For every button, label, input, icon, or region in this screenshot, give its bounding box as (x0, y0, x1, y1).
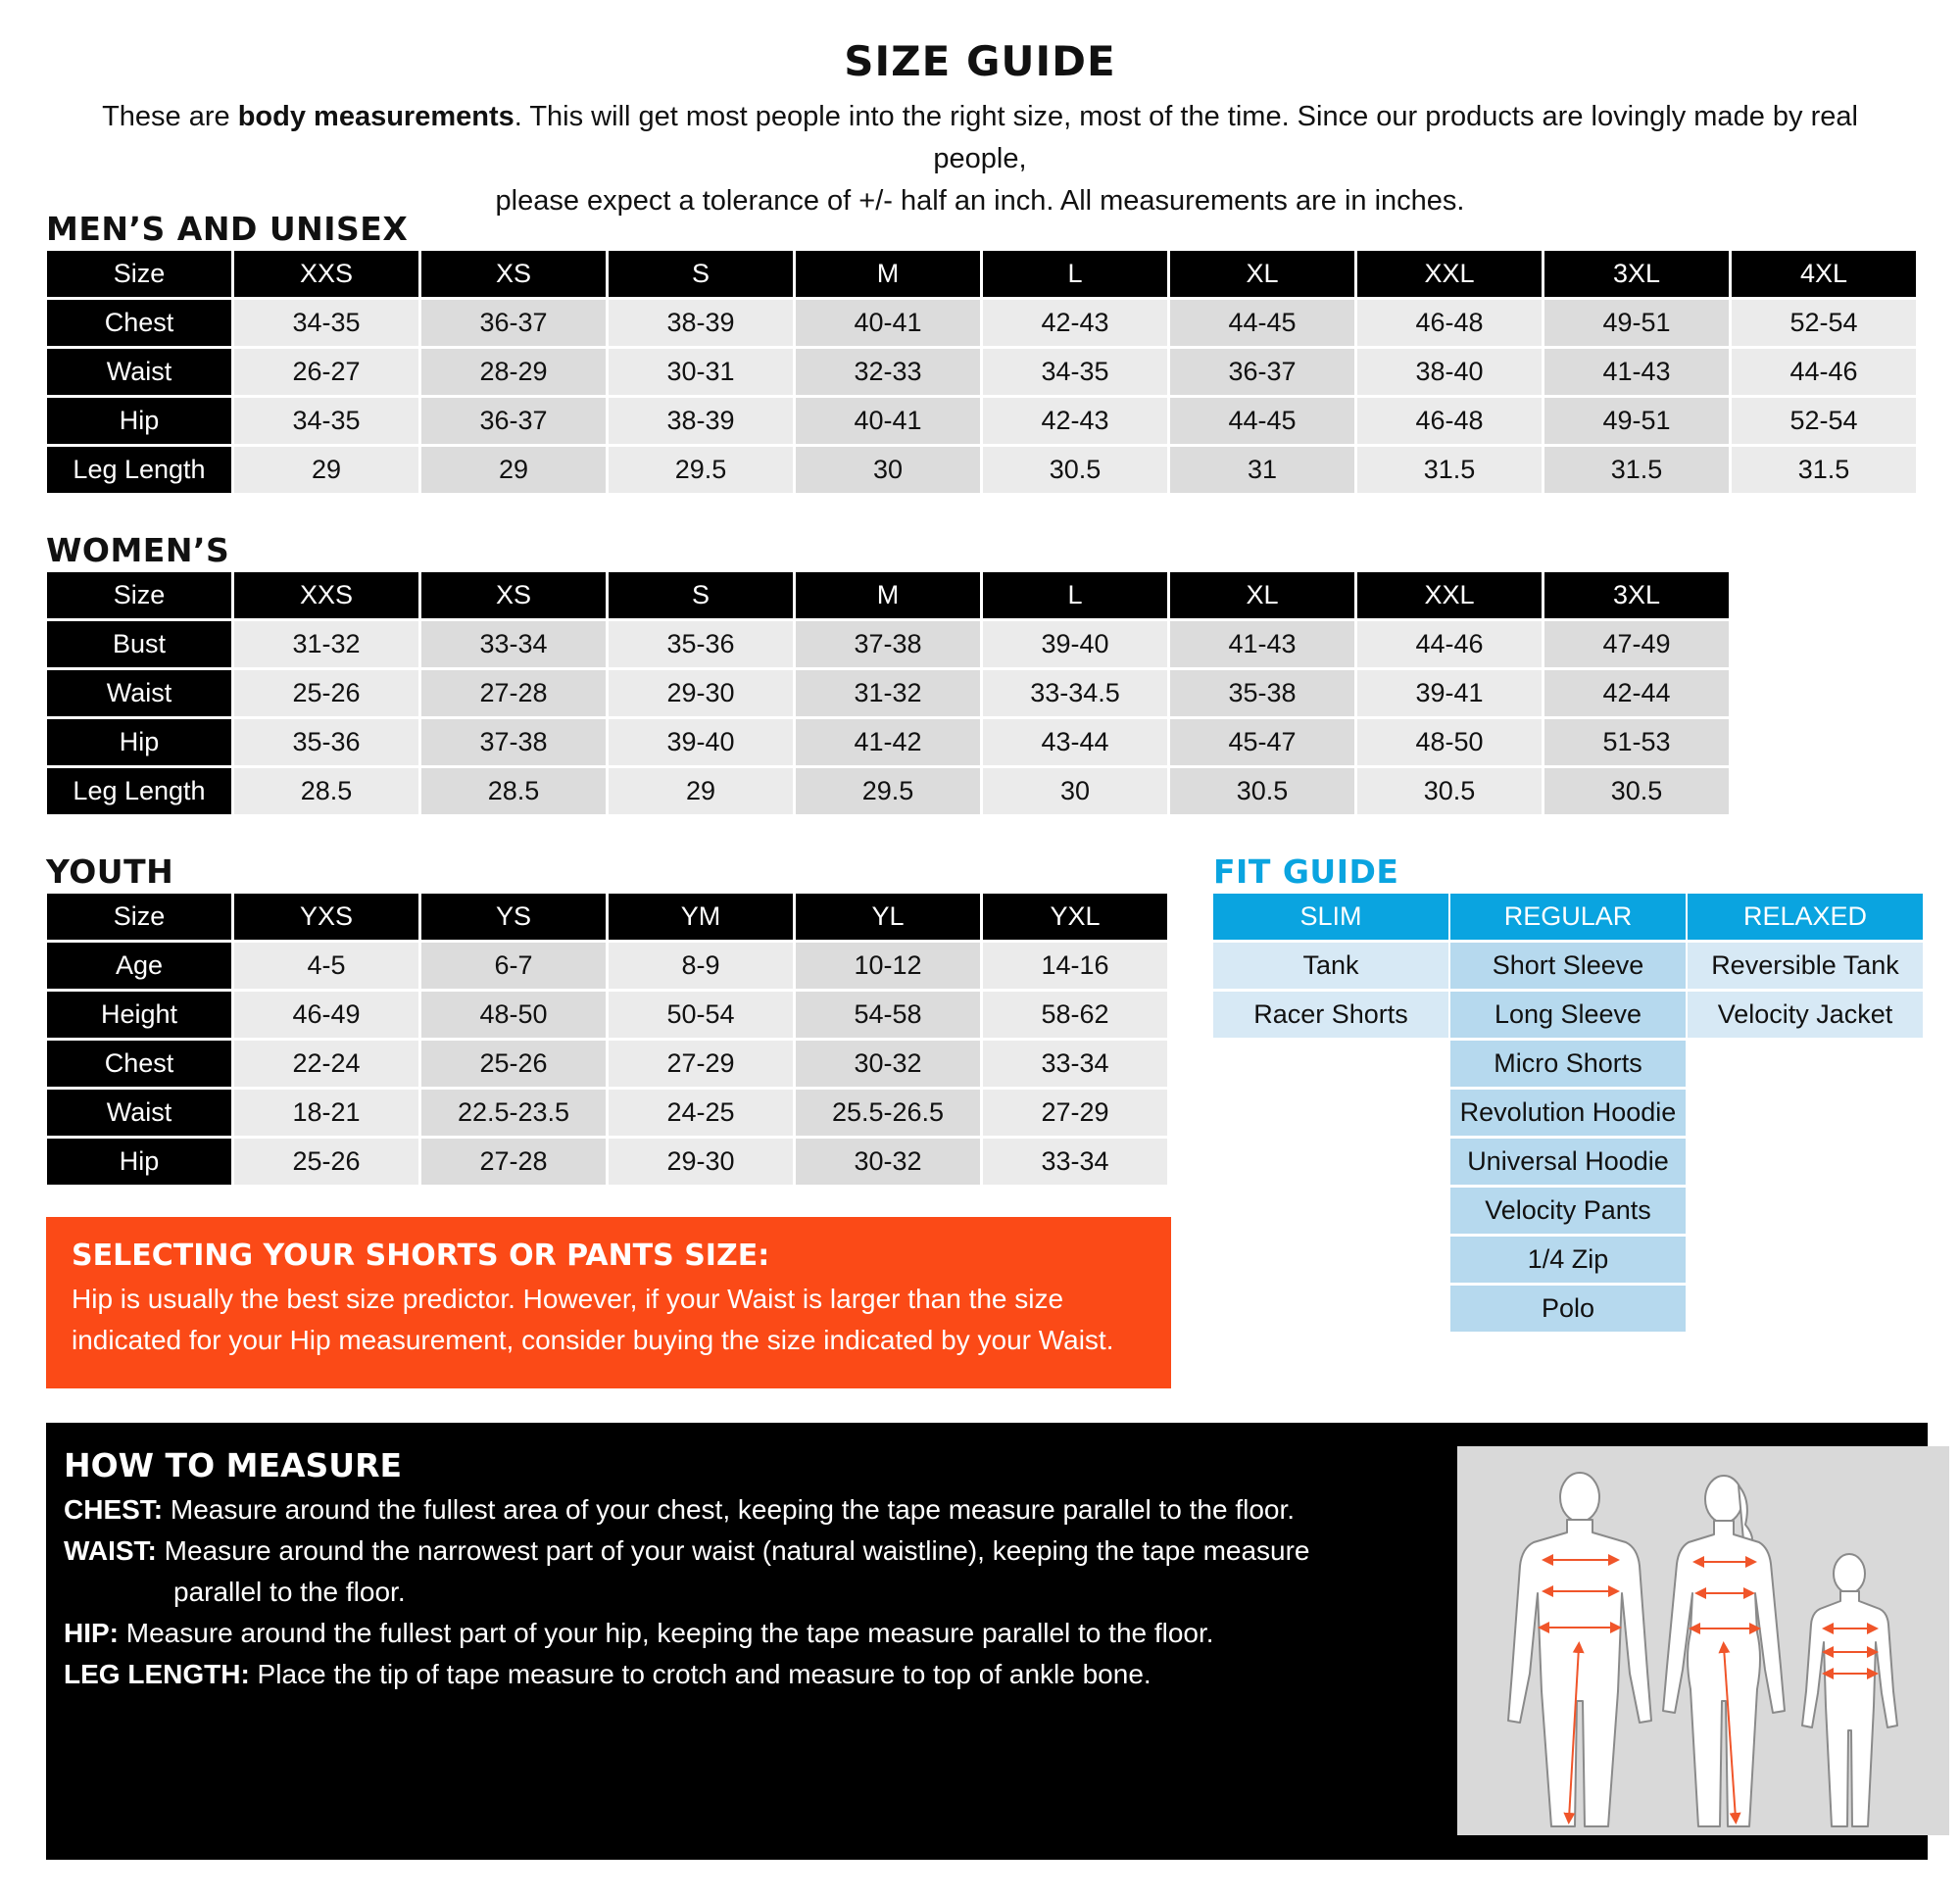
table-cell: 4-5 (234, 943, 418, 989)
table-cell: 51-53 (1544, 719, 1729, 765)
size-header-label: Size (47, 251, 231, 297)
table-cell: 42-43 (983, 300, 1167, 346)
youth-size-table (47, 894, 1167, 1185)
size-header-ym: YM (609, 894, 793, 940)
table-cell: 27-28 (421, 1139, 606, 1185)
table-cell: 37-38 (796, 621, 980, 667)
size-header-yxl: YXL (983, 894, 1167, 940)
table-cell: 45-47 (1170, 719, 1354, 765)
table-cell: 29.5 (609, 447, 793, 493)
table-cell: 44-46 (1732, 349, 1916, 395)
table-cell: 41-43 (1544, 349, 1729, 395)
table-cell: 44-46 (1357, 621, 1542, 667)
table-cell: 35-36 (234, 719, 418, 765)
table-cell: 30.5 (1544, 768, 1729, 814)
fit-guide-table (1213, 894, 1925, 1335)
row-label-chest: Chest (47, 1041, 231, 1087)
table-cell: 44-45 (1170, 300, 1354, 346)
row-label-waist: Waist (47, 670, 231, 716)
table-cell: 46-48 (1357, 398, 1542, 444)
shorts-note-title: SELECTING YOUR SHORTS OR PANTS SIZE: (72, 1239, 770, 1273)
table-cell: 35-36 (609, 621, 793, 667)
size-header-xxs: XXS (234, 572, 418, 618)
table-cell: 40-41 (796, 300, 980, 346)
shorts-pants-note (46, 1217, 1171, 1388)
table-cell: 22-24 (234, 1041, 418, 1087)
table-cell: 33-34 (421, 621, 606, 667)
table-cell: 31-32 (796, 670, 980, 716)
table-cell: 6-7 (421, 943, 606, 989)
how-to-measure-panel (46, 1423, 1928, 1860)
table-cell: 33-34 (983, 1139, 1167, 1185)
table-cell: 49-51 (1544, 300, 1729, 346)
table-cell: 39-40 (983, 621, 1167, 667)
mens-size-table (47, 251, 1916, 493)
table-cell: 30.5 (1357, 768, 1542, 814)
table-cell: 40-41 (796, 398, 980, 444)
table-cell: 38-39 (609, 300, 793, 346)
size-header-s: S (609, 251, 793, 297)
fit-item-tank: Tank (1213, 943, 1448, 989)
fit-header-slim: SLIM (1213, 894, 1448, 940)
table-cell: 46-48 (1357, 300, 1542, 346)
table-cell: 33-34 (983, 1041, 1167, 1087)
size-header-l: L (983, 251, 1167, 297)
fit-item-velocity-pants: Velocity Pants (1450, 1188, 1686, 1234)
table-cell: 37-38 (421, 719, 606, 765)
table-cell: 30-32 (796, 1041, 980, 1087)
youth-title: YOUTH (46, 852, 174, 891)
fit-item-short-sleeve: Short Sleeve (1450, 943, 1686, 989)
row-label-hip: Hip (47, 719, 231, 765)
table-cell: 38-39 (609, 398, 793, 444)
table-cell: 52-54 (1732, 300, 1916, 346)
table-cell: 49-51 (1544, 398, 1729, 444)
fit-item-racer-shorts: Racer Shorts (1213, 992, 1448, 1038)
row-label-hip: Hip (47, 1139, 231, 1185)
table-cell: 24-25 (609, 1090, 793, 1136)
table-cell: 18-21 (234, 1090, 418, 1136)
table-cell: 42-44 (1544, 670, 1729, 716)
body-figures-icon (1457, 1446, 1949, 1835)
table-cell: 30 (983, 768, 1167, 814)
table-cell: 29 (609, 768, 793, 814)
table-cell: 30-32 (796, 1139, 980, 1185)
fit-item-universal-hoodie: Universal Hoodie (1450, 1139, 1686, 1185)
table-cell: 22.5-23.5 (421, 1090, 606, 1136)
fit-item-velocity-jacket: Velocity Jacket (1688, 992, 1923, 1038)
size-header-m: M (796, 572, 980, 618)
size-header-m: M (796, 251, 980, 297)
row-label-age: Age (47, 943, 231, 989)
intro-text: These are body measurements. This will get most people into the right size, most of the time. Since our products are lovingly made by real people, please expect a tolerance of +/- half an inch. All measurements are in inches. (102, 101, 1858, 217)
fit-guide-title: FIT GUIDE (1213, 852, 1399, 891)
fit-item-reversible-tank: Reversible Tank (1688, 943, 1923, 989)
size-header-xxs: XXS (234, 251, 418, 297)
table-cell: 31 (1170, 447, 1354, 493)
table-cell: 50-54 (609, 992, 793, 1038)
fit-item-1-4-zip: 1/4 Zip (1450, 1237, 1686, 1283)
row-label-hip: Hip (47, 398, 231, 444)
table-cell: 58-62 (983, 992, 1167, 1038)
table-cell: 28.5 (421, 768, 606, 814)
table-cell: 25.5-26.5 (796, 1090, 980, 1136)
fit-item-revolution-hoodie: Revolution Hoodie (1450, 1090, 1686, 1136)
fit-item-long-sleeve: Long Sleeve (1450, 992, 1686, 1038)
row-label-chest: Chest (47, 300, 231, 346)
table-cell: 8-9 (609, 943, 793, 989)
table-cell: 25-26 (421, 1041, 606, 1087)
table-cell: 34-35 (234, 300, 418, 346)
table-cell: 35-38 (1170, 670, 1354, 716)
size-header-label: Size (47, 894, 231, 940)
table-cell: 27-29 (983, 1090, 1167, 1136)
size-header-s: S (609, 572, 793, 618)
table-cell: 27-29 (609, 1041, 793, 1087)
size-header-xxl: XXL (1357, 572, 1542, 618)
size-header-yxs: YXS (234, 894, 418, 940)
fit-item-polo: Polo (1450, 1286, 1686, 1332)
table-cell: 31.5 (1544, 447, 1729, 493)
row-label-leg-length: Leg Length (47, 447, 231, 493)
table-cell: 48-50 (1357, 719, 1542, 765)
shorts-note-text: Hip is usually the best size predictor. However, if your Waist is larger than the size indicated for your Hip measurement, consider buying the size indicated by your Waist. (72, 1284, 1114, 1355)
table-cell: 34-35 (983, 349, 1167, 395)
table-cell: 25-26 (234, 670, 418, 716)
how-to-measure-instructions: CHEST: Measure around the fullest area of your chest, keeping the tape measure parallel to the floor. WAIST: Measure around the narrowest part of your waist (natural waistline), keeping the tape measure parallel to the floor. HIP: Measure around the fullest part of your hip, keeping the tape measure parallel to the floor. LEG LENGTH: Place the tip of tape measure to crotch and measure to top of ankle bone. (64, 1494, 1310, 1689)
fit-item-micro-shorts: Micro Shorts (1450, 1041, 1686, 1087)
table-cell: 43-44 (983, 719, 1167, 765)
table-cell: 47-49 (1544, 621, 1729, 667)
table-cell: 29 (234, 447, 418, 493)
table-cell: 28.5 (234, 768, 418, 814)
size-header-3xl: 3XL (1544, 572, 1729, 618)
size-header-3xl: 3XL (1544, 251, 1729, 297)
table-cell: 14-16 (983, 943, 1167, 989)
table-cell: 54-58 (796, 992, 980, 1038)
table-cell: 27-28 (421, 670, 606, 716)
table-cell: 33-34.5 (983, 670, 1167, 716)
table-cell: 29-30 (609, 1139, 793, 1185)
table-cell: 36-37 (1170, 349, 1354, 395)
male-figure-icon (1508, 1473, 1651, 1826)
table-cell: 41-43 (1170, 621, 1354, 667)
table-cell: 48-50 (421, 992, 606, 1038)
size-header-l: L (983, 572, 1167, 618)
row-label-waist: Waist (47, 1090, 231, 1136)
row-label-leg-length: Leg Length (47, 768, 231, 814)
row-label-bust: Bust (47, 621, 231, 667)
table-cell: 42-43 (983, 398, 1167, 444)
womens-size-table (47, 572, 1729, 814)
table-cell: 34-35 (234, 398, 418, 444)
table-cell: 25-26 (234, 1139, 418, 1185)
table-cell: 31.5 (1357, 447, 1542, 493)
table-cell: 44-45 (1170, 398, 1354, 444)
mens-title: MEN’S AND UNISEX (46, 210, 409, 248)
table-cell: 31.5 (1732, 447, 1916, 493)
table-cell: 31-32 (234, 621, 418, 667)
table-cell: 10-12 (796, 943, 980, 989)
table-cell: 29-30 (609, 670, 793, 716)
size-header-xs: XS (421, 251, 606, 297)
table-cell: 39-41 (1357, 670, 1542, 716)
size-header-xl: XL (1170, 572, 1354, 618)
table-cell: 30.5 (983, 447, 1167, 493)
size-header-xl: XL (1170, 251, 1354, 297)
size-header-label: Size (47, 572, 231, 618)
table-cell: 32-33 (796, 349, 980, 395)
table-cell: 52-54 (1732, 398, 1916, 444)
table-cell: 41-42 (796, 719, 980, 765)
size-header-xs: XS (421, 572, 606, 618)
table-cell: 38-40 (1357, 349, 1542, 395)
table-cell: 46-49 (234, 992, 418, 1038)
child-figure-icon (1802, 1554, 1897, 1826)
table-cell: 36-37 (421, 300, 606, 346)
table-cell: 39-40 (609, 719, 793, 765)
table-cell: 30.5 (1170, 768, 1354, 814)
table-cell: 29 (421, 447, 606, 493)
page-title: SIZE GUIDE (844, 37, 1116, 85)
row-label-waist: Waist (47, 349, 231, 395)
womens-title: WOMEN’S (46, 531, 230, 569)
size-header-yl: YL (796, 894, 980, 940)
table-cell: 29.5 (796, 768, 980, 814)
table-cell: 30-31 (609, 349, 793, 395)
table-cell: 36-37 (421, 398, 606, 444)
table-cell: 26-27 (234, 349, 418, 395)
fit-header-regular: REGULAR (1450, 894, 1686, 940)
size-header-xxl: XXL (1357, 251, 1542, 297)
table-cell: 28-29 (421, 349, 606, 395)
body-measurement-illustration (1457, 1446, 1949, 1835)
table-cell: 30 (796, 447, 980, 493)
size-header-4xl: 4XL (1732, 251, 1916, 297)
how-to-measure-title: HOW TO MEASURE (64, 1446, 403, 1484)
row-label-height: Height (47, 992, 231, 1038)
size-header-ys: YS (421, 894, 606, 940)
fit-header-relaxed: RELAXED (1688, 894, 1923, 940)
